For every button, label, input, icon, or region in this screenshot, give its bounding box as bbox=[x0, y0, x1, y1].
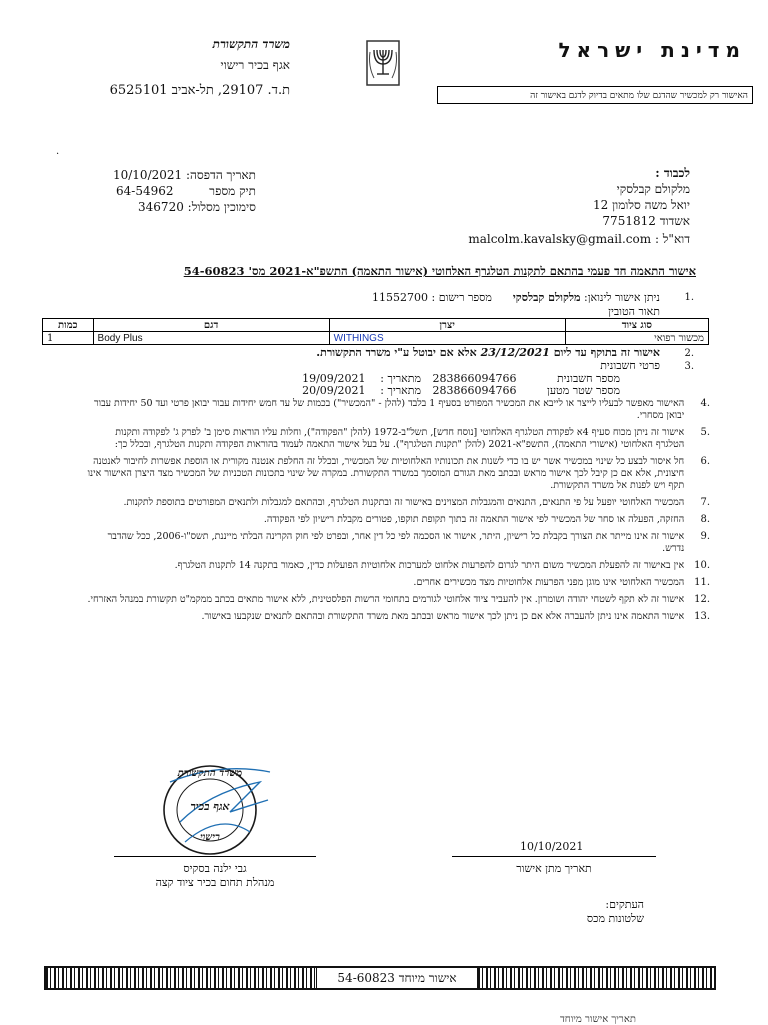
list-item-number: 6. bbox=[700, 456, 710, 467]
list-item bbox=[84, 514, 710, 526]
list-item-text: המכשיר האלחוטי אינו מוגן מפני הפרעות אלחוטיות מצד מכשירים אחרים. bbox=[413, 577, 685, 588]
list-item-text: אין באישור זה להפעלת המכשיר משום היתר לגרום להפרעות אלחוט למערכות אלחוטיות הפועלות כדין, כאמור בתקנה 14 לתקנות הטלגרף. bbox=[174, 560, 685, 571]
copies-to: שלטונות מכס bbox=[586, 912, 644, 925]
list-item-number: 12. bbox=[694, 594, 710, 605]
dot-mark: . bbox=[56, 146, 60, 157]
waybill-value: 283866094766 bbox=[432, 384, 517, 397]
validity-rest: אלא אם יבוטל ע"י משרד התקשורת. bbox=[316, 346, 477, 359]
waybill-date: 20/09/2021 bbox=[302, 384, 366, 397]
list-item-text: המכשיר האלחוטי יופעל על פי התנאים, התנאים והמגבלות המצוינים באישור זה ובתקנות הטלגרף, ובהתאם למגבלות ולתנאים המפורטים בתוספת לתקנות. bbox=[123, 497, 685, 508]
list-item bbox=[84, 456, 710, 492]
list-item bbox=[84, 577, 710, 589]
list-item-number: 8. bbox=[700, 514, 710, 525]
list-item-number: 7. bbox=[700, 497, 710, 508]
product-desc-label: תאור הטובין bbox=[608, 305, 660, 318]
list-item-number: 13. bbox=[694, 611, 710, 622]
document-title: אישור התאמה חד פעמי בהתאם לתקנות הטלגרף האלחוטי (אישור התאמה) התשפ"א-2021 מס' 54-60823 bbox=[183, 264, 696, 278]
list-item-number: 5. bbox=[700, 427, 710, 438]
ministry-name: משרד התקשורת bbox=[212, 37, 290, 51]
header-equipment-type: סוג ציוד bbox=[565, 319, 708, 332]
cell-quantity: 1 bbox=[43, 332, 94, 345]
given-to-row bbox=[372, 291, 660, 304]
registration-number: 11552700 bbox=[372, 291, 429, 304]
list-item-number: 10. bbox=[694, 560, 710, 571]
header-model: דגם bbox=[93, 319, 329, 332]
registration-label: מספר רישום : bbox=[431, 291, 492, 304]
ministry-address: ת.ד. 29107, תל-אביב 6525101 bbox=[109, 83, 290, 98]
validity-text: אישור זה בתוקף עד ליום bbox=[553, 346, 660, 359]
print-date-label: תאריך הדפסה: bbox=[185, 168, 256, 182]
list-item-text: החזקה, הפעלה או סחר של המכשיר לפי אישור התאמה זה בתוך תקופת תוקפו, פטורים מקבלת רישיון לפי הפקודה. bbox=[263, 514, 685, 525]
list-item-text: האישור מאפשר לבעליו לייצר או לייבא את המכשיר המפורט בסעיף 1 בלבד (להלן - "המכשיר") בכמות של עד חמש יחידות עבור יבואן פרטי ועד 50 יחידות עבור יבואן מסחרי. bbox=[93, 398, 685, 421]
list-item bbox=[84, 427, 710, 451]
print-date-value: 10/10/2021 bbox=[112, 168, 183, 182]
given-to-name: מלקולם קבלסקי bbox=[512, 291, 581, 304]
list-item bbox=[84, 531, 710, 555]
list-item-text: אישור התאמה אינו ניתן להעברה אלא אם כן ניתן לכך אישור מראש ובכתב מאת משרד התקשורת ובהתאם לתנאים שנקבעו באישור. bbox=[201, 611, 685, 622]
state-name: מדינת ישראל bbox=[558, 38, 746, 62]
stamp-top-text: משרד התקשורת bbox=[177, 768, 243, 779]
header-manufacturer: יצרן bbox=[329, 319, 565, 332]
copies-label: העתקים: bbox=[605, 898, 644, 911]
items-table-header bbox=[43, 319, 709, 332]
recipient-name: מלקולם קבלסקי bbox=[616, 182, 690, 196]
recipient-to-label: לכבוד : bbox=[655, 166, 690, 180]
list-item-text: חל איסור לבצע כל שינוי במכשיר אשר יש בו כדי לשנות את תכונותיו האלחוטיות של המכשיר, ובכלל זה החלפת אנטנה מקורית או הוספת אפשרות לחיבור לאנטנה חיצונית, אלא אם כן קיבל לכך אישור מראש ובכתב מאת הגורם המוסמך במשרד התקשורת. במקרה של שינוי בתכונות הטכניות של המכשיר מצד היצרן האישור אינו תקף ויש לפנות אל משרד התקשורת. bbox=[87, 456, 685, 491]
stamp-bottom-text: רישוי bbox=[200, 832, 220, 843]
model-notice-box: האישור רק למכשיר שהדגם שלו מתאים בדיוק לדגם באישור זה bbox=[437, 86, 753, 104]
ref-number-value: 346720 bbox=[138, 200, 184, 214]
list-item bbox=[84, 497, 710, 509]
recipient-email: malcolm.kavalsky@gmail.com bbox=[468, 232, 652, 246]
file-number-row bbox=[96, 184, 256, 199]
list-item-number: 9. bbox=[700, 531, 710, 542]
table-row bbox=[43, 332, 709, 345]
recipient-city: אשדוד 7751812 bbox=[602, 214, 690, 228]
cell-equipment-type: מכשור רפואי bbox=[565, 332, 708, 345]
division-name: אגף בכיר רישוי bbox=[220, 58, 290, 72]
file-number-value: 64-54962 bbox=[116, 184, 174, 198]
list-item-text: אישור זה אינו מייתר את הצורך בקבלת כל רישיון, היתר, אישור או הסכמה לפי כל דין אחר, ובפרט לפי חוק הקרינה הבלתי מייננת, תשס"ו-2006, ככל שהדבר נדרש. bbox=[107, 531, 685, 554]
list-item bbox=[84, 398, 710, 422]
list-item-number: 4. bbox=[700, 398, 710, 409]
cut-off-text: תאריך אישור מיוחד bbox=[560, 1014, 636, 1025]
recipient-email-row bbox=[468, 232, 690, 247]
list-item bbox=[84, 611, 710, 623]
invoice-title: פרטי חשבונית bbox=[600, 359, 660, 372]
print-date-row bbox=[96, 168, 256, 183]
official-stamp bbox=[150, 752, 280, 862]
file-number-label: תיק מספר bbox=[209, 184, 256, 198]
recipient-street: יואל משה סלומון 12 bbox=[592, 198, 690, 212]
ref-number-row bbox=[96, 200, 256, 215]
invoice-label: מספר חשבונית bbox=[556, 372, 620, 385]
validity-date: 23/12/2021 bbox=[480, 346, 550, 359]
item-number-3: 3. bbox=[684, 361, 694, 372]
stamp-mid-text: אגף בכיר bbox=[190, 800, 230, 813]
issue-date: 10/10/2021 bbox=[520, 840, 584, 853]
conditions-list bbox=[84, 398, 710, 628]
validity-row bbox=[316, 346, 660, 359]
items-table bbox=[42, 318, 709, 345]
list-item-number: 11. bbox=[694, 577, 710, 588]
signer-role: מנהלת תחום בכיר ציוד קצה bbox=[155, 876, 275, 889]
invoice-value: 283866094766 bbox=[432, 372, 517, 385]
given-to-label: ניתן אישור לינואן: bbox=[584, 291, 660, 304]
list-item bbox=[84, 560, 710, 572]
list-item-text: אישור זה לא תקף לשטחי יהודה ושומרון. אין להעביר ציוד אלחוטי לגורמים בתחומי הרשות הפלסטינית, ללא אישור מתאים בכתב ממקמ"ט תקשורת במנהל האזרחי. bbox=[87, 594, 685, 605]
cell-manufacturer: WITHINGS bbox=[329, 332, 565, 345]
ref-number-label: סימוכין מסלול: bbox=[187, 200, 256, 214]
waybill-label: מספר שטר מטען bbox=[547, 384, 620, 397]
menorah-emblem-icon bbox=[366, 40, 400, 86]
header-quantity: כמות bbox=[43, 319, 94, 332]
date-line bbox=[452, 856, 656, 857]
list-item bbox=[84, 594, 710, 606]
waybill-date-label: מתאריך : bbox=[380, 384, 421, 397]
item-number-1: 1. bbox=[684, 292, 694, 303]
invoice-date-label: מתאריך : bbox=[380, 372, 421, 385]
recipient-email-label: דוא"ל : bbox=[654, 232, 690, 246]
signature-line bbox=[114, 856, 316, 857]
cell-model: Body Plus bbox=[93, 332, 329, 345]
barcode-text: אישור מיוחד 54-60823 bbox=[316, 968, 478, 988]
item-number-2: 2. bbox=[684, 348, 694, 359]
list-item-text: אישור זה ניתן מכוח סעיף 4א לפקודת הטלגרף האלחוטי [נוסח חדש], תשל"ב-1972 (להלן "הפקודה"), וחלות עליו הוראות סימן ב' לפרק ג' לפקודה ותקנות הטלגרף האלחוטי (אישורי התאמה), התשפ"א-2021 (להלן "תקנות הטלגרף"). על בעל אישור התאמה לעמוד בהוראות הפקודה ותקנות הטלגרף, ובכלל כך: bbox=[114, 427, 685, 450]
signer-name: גבי ילנה בסקיס bbox=[183, 862, 247, 875]
invoice-date: 19/09/2021 bbox=[302, 372, 366, 385]
invoice-row-2 bbox=[290, 384, 620, 397]
issue-date-label: תאריך מתן אישור bbox=[516, 862, 592, 875]
